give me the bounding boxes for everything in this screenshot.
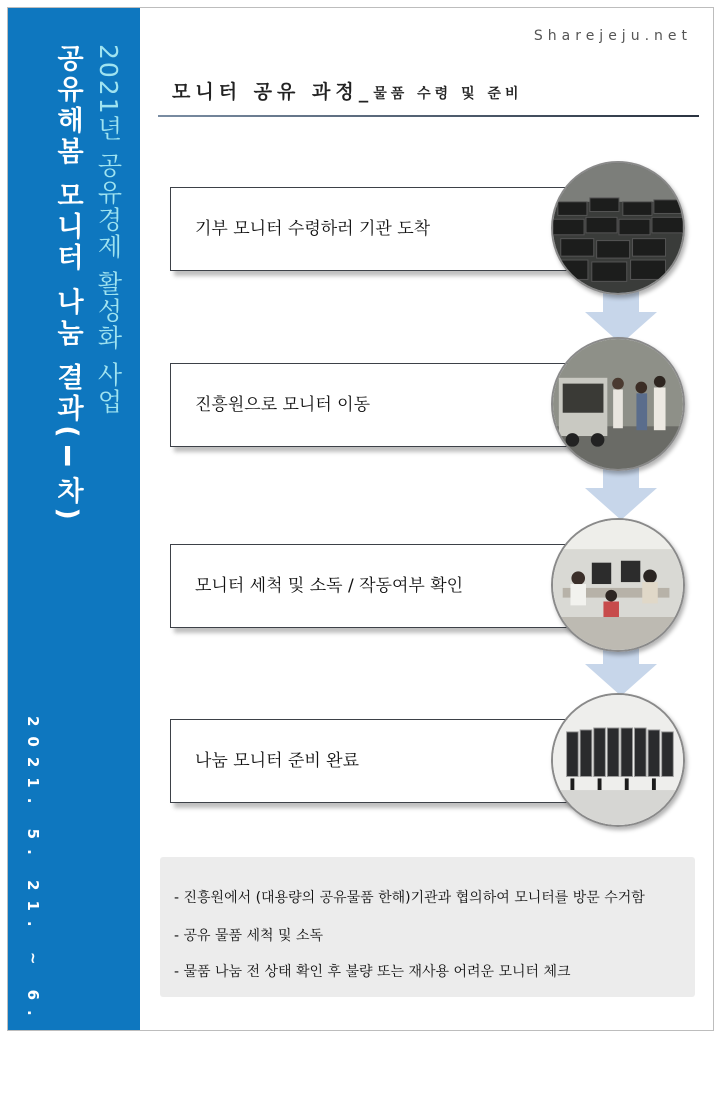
- project-subtitle: 2021년 공유경제 활성화 사업: [94, 44, 123, 416]
- step-box: [170, 719, 585, 803]
- period-date: 2021. 5. 21. ~ 6. 24.: [24, 716, 42, 1098]
- report-title: 공유해봄 모니터 나눔 결과(Ⅰ차): [52, 44, 83, 524]
- note-item: - 공유 물품 세척 및 소독: [174, 928, 324, 944]
- step-label: 나눔 모니터 준비 완료: [195, 751, 360, 771]
- step-photo: [551, 693, 685, 827]
- section-title: [172, 77, 523, 104]
- step-box: [170, 363, 585, 447]
- step-photo: [551, 337, 685, 471]
- site-url: Sharejeju.net: [533, 28, 692, 44]
- note-item: - 진흥원에서 (대용량의 공유물품 한해)기관과 협의하여 모니터를 방문 수거함: [174, 890, 645, 906]
- step-photo: [551, 161, 685, 295]
- step-label: 기부 모니터 수령하러 기관 도착: [195, 219, 431, 239]
- sidebar: [8, 8, 140, 1098]
- step-box: [170, 544, 585, 628]
- step-label: 진흥원으로 모니터 이동: [195, 395, 371, 415]
- notes-panel: [160, 857, 695, 997]
- header-divider: [158, 115, 699, 117]
- step-label: 모니터 세척 및 소독 / 작동여부 확인: [195, 576, 464, 596]
- note-item: - 물품 나눔 전 상태 확인 후 불량 또는 재사용 어려운 모니터 체크: [174, 964, 571, 980]
- section-title-sub: 물품 수령 및 준비: [373, 86, 523, 102]
- section-title-main: 모니터 공유 과정_: [172, 81, 374, 103]
- step-photo: [551, 518, 685, 652]
- step-box: [170, 187, 585, 271]
